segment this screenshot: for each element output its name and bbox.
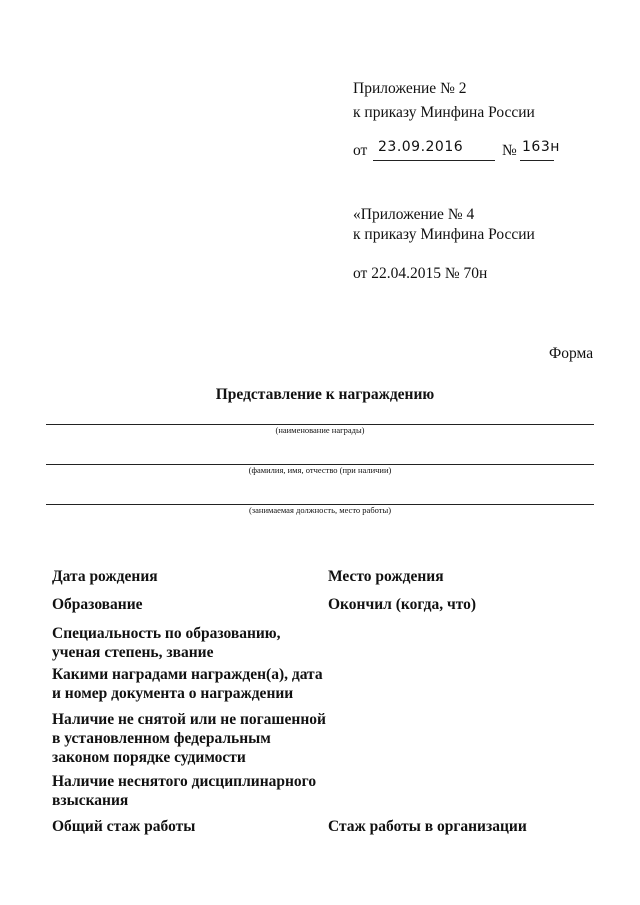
birth-date-label: Дата рождения xyxy=(52,568,158,585)
appendix-4-label: «Приложение № 4 xyxy=(353,206,475,223)
date-underline xyxy=(373,160,495,161)
conviction-line-3: законом порядке судимости xyxy=(52,749,246,766)
awards-line-1: Какими наградами награжден(а), дата xyxy=(52,666,323,683)
position-caption: (занимаемая должность, место работы) xyxy=(248,505,392,515)
order-reference-2: к приказу Минфина России xyxy=(353,226,535,243)
specialty-label xyxy=(52,624,281,662)
total-experience-label: Общий стаж работы xyxy=(52,818,196,835)
form-label: Форма xyxy=(549,345,594,362)
conviction-line-2: в установленном федеральным xyxy=(52,730,271,747)
education-label: Образование xyxy=(52,596,143,613)
handwritten-date: 23.09.2016 xyxy=(378,139,464,155)
appendix-2-label: Приложение № 2 xyxy=(353,80,467,97)
org-experience-label: Стаж работы в организации xyxy=(328,818,527,835)
conviction-line-1: Наличие не снятой или не погашенной xyxy=(52,711,326,728)
order-date-number: от 22.04.2015 № 70н xyxy=(353,265,488,282)
birth-place-label: Место рождения xyxy=(328,568,444,585)
full-name-caption: (фамилия, имя, отчество (при наличии) xyxy=(248,465,392,475)
specialty-line-1: Специальность по образованию, xyxy=(52,625,281,642)
date-prefix: от xyxy=(353,142,368,159)
award-name-caption: (наименование награды) xyxy=(275,425,365,435)
number-prefix: № xyxy=(502,142,517,159)
page-title: Представление к награждению xyxy=(215,386,435,403)
conviction-label xyxy=(52,710,326,767)
order-reference-1: к приказу Минфина России xyxy=(353,104,535,121)
penalty-label xyxy=(52,772,316,810)
penalty-line-1: Наличие неснятого дисциплинарного xyxy=(52,773,317,790)
number-underline xyxy=(520,160,554,161)
penalty-line-2: взыскания xyxy=(52,792,129,809)
graduated-label: Окончил (когда, что) xyxy=(328,596,477,613)
handwritten-number: 163н xyxy=(522,139,560,155)
specialty-line-2: ученая степень, звание xyxy=(52,644,214,661)
awards-line-2: и номер документа о награждении xyxy=(52,685,294,702)
awards-label xyxy=(52,665,323,703)
